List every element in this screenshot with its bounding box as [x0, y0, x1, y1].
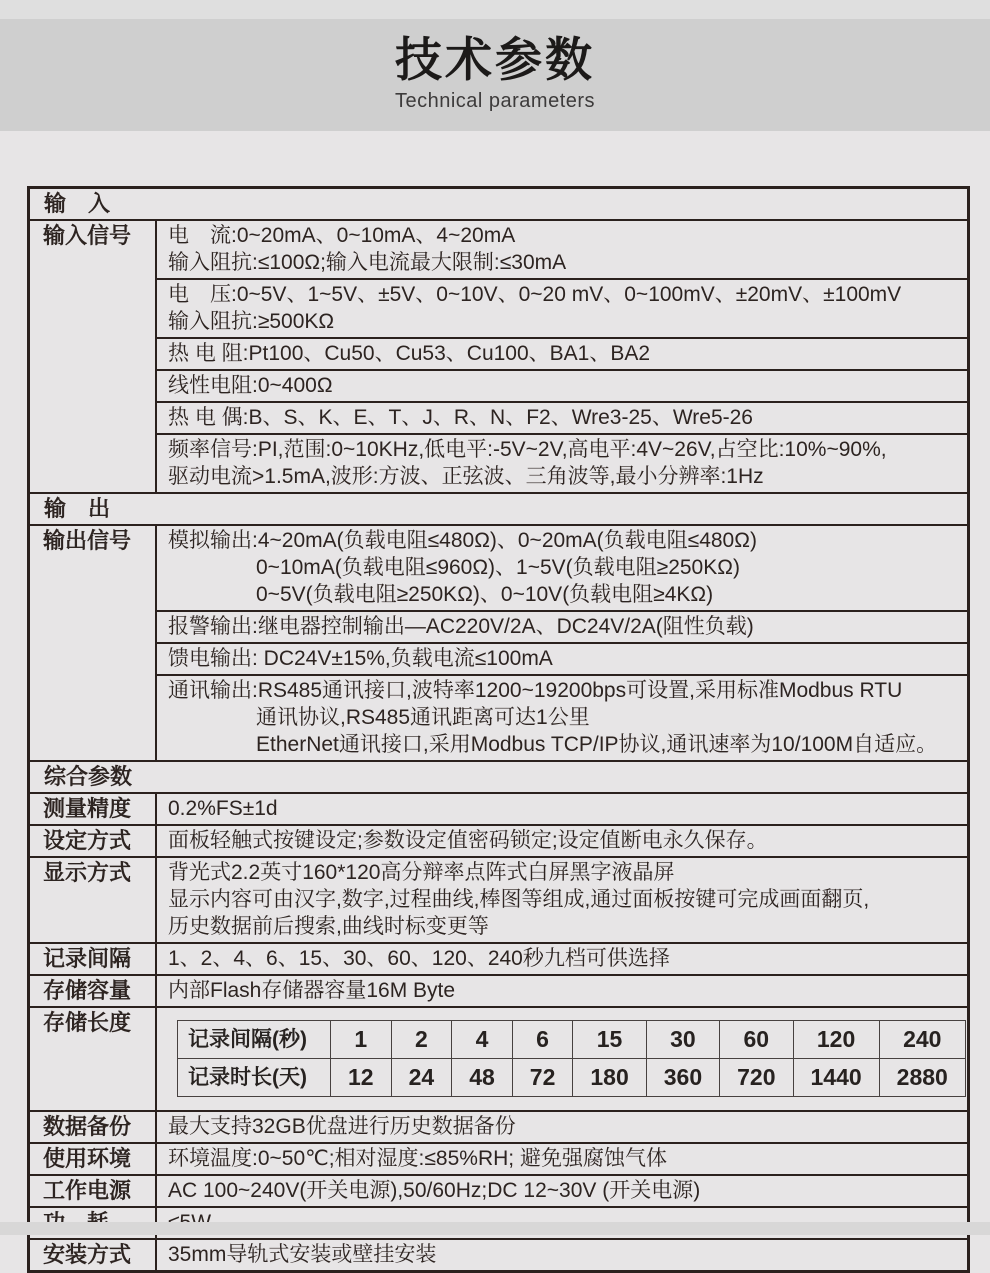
param-row — [30, 792, 967, 824]
param-content — [157, 221, 967, 492]
spec-cell — [157, 610, 967, 642]
spec-line: 面板轻触式按键设定;参数设定值密码锁定;设定值断电永久保存。 — [168, 829, 768, 852]
tech-params-table — [27, 186, 970, 1273]
storage-length-value-cell: 360 — [646, 1059, 719, 1097]
storage-length-value-cell: 15 — [573, 1021, 646, 1059]
param-row — [30, 1142, 967, 1174]
spec-line: 馈电输出: DC24V±15%,负载电流≤100mA — [168, 647, 553, 670]
spec-cell — [157, 337, 967, 369]
param-label: 使用环境 — [30, 1144, 157, 1174]
spec-line: 频率信号:PI,范围:0~10KHz,低电平:-5V~2V,高电平:4V~26V,占空比:10%~90%, — [168, 438, 887, 461]
spec-line: 通讯输出:RS485通讯接口,波特率1200~19200bps可设置,采用标准Modbus RTU — [168, 679, 903, 702]
spec-cell — [157, 674, 967, 760]
param-content — [157, 1008, 967, 1110]
storage-length-value-cell: 1440 — [793, 1059, 879, 1097]
param-row — [30, 1238, 967, 1270]
param-label: 显示方式 — [30, 858, 157, 942]
storage-length-row — [178, 1059, 966, 1097]
spec-line: EtherNet通讯接口,采用Modbus TCP/IP协议,通讯速率为10/100M自适应。 — [256, 733, 938, 756]
param-row — [30, 1006, 967, 1110]
page-header — [0, 30, 990, 113]
spec-line: 通讯协议,RS485通讯距离可达1公里 — [256, 706, 590, 729]
param-content — [157, 1112, 967, 1142]
spec-cell — [157, 221, 967, 278]
spec-line: 1、2、4、6、15、30、60、120、240秒九档可供选择 — [168, 947, 670, 970]
spec-line: 0.2%FS±1d — [168, 797, 278, 820]
spec-cell — [157, 433, 967, 492]
spec-line: 热 电 偶:B、S、K、E、T、J、R、N、F2、Wre3-25、Wre5-26 — [168, 406, 753, 429]
storage-length-value-cell: 30 — [646, 1021, 719, 1059]
param-content — [157, 858, 967, 942]
param-content — [157, 1176, 967, 1206]
param-row — [30, 524, 967, 760]
storage-length-value-cell: 72 — [512, 1059, 573, 1097]
spec-cell — [157, 278, 967, 337]
spec-line: 模拟输出:4~20mA(负载电阻≤480Ω)、0~20mA(负载电阻≤480Ω) — [168, 529, 757, 552]
top-strip — [0, 0, 990, 19]
param-label: 工作电源 — [30, 1176, 157, 1206]
storage-length-value-cell: 12 — [331, 1059, 392, 1097]
storage-length-value-cell: 60 — [720, 1021, 793, 1059]
spec-cell — [157, 976, 967, 1006]
spec-cell — [157, 1112, 967, 1142]
spec-cell — [157, 858, 967, 942]
spec-line: AC 100~240V(开关电源),50/60Hz;DC 12~30V (开关电源) — [168, 1179, 701, 1202]
spec-cell — [157, 526, 967, 610]
spec-line: 显示内容可由汉字,数字,过程曲线,棒图等组成,通过面板按键可完成画面翻页, — [168, 888, 870, 911]
param-content — [157, 944, 967, 974]
param-label: 输入信号 — [30, 221, 157, 492]
spec-cell — [157, 369, 967, 401]
param-label: 记录间隔 — [30, 944, 157, 974]
storage-length-row-header: 记录间隔(秒) — [178, 1021, 331, 1059]
spec-line: 环境温度:0~50℃;相对湿度:≤85%RH; 避免强腐蚀气体 — [168, 1147, 667, 1170]
storage-length-value-cell: 120 — [793, 1021, 879, 1059]
storage-length-value-cell: 24 — [391, 1059, 452, 1097]
storage-length-value-cell: 4 — [452, 1021, 513, 1059]
page-subtitle: Technical parameters — [394, 90, 596, 112]
storage-length-value-cell: 1 — [331, 1021, 392, 1059]
param-label: 设定方式 — [30, 826, 157, 856]
param-row — [30, 219, 967, 492]
param-content — [157, 826, 967, 856]
page-title: 技术参数 — [395, 33, 595, 86]
param-row — [30, 1110, 967, 1142]
storage-length-value-cell: 2880 — [879, 1059, 965, 1097]
spec-line: 35mm导轨式安装或壁挂安装 — [168, 1243, 437, 1266]
storage-length-table — [177, 1020, 966, 1097]
spec-line: 报警输出:继电器控制输出—AC220V/2A、DC24V/2A(阻性负载) — [168, 615, 754, 638]
spec-line: 历史数据前后搜索,曲线时标变更等 — [168, 915, 489, 938]
spec-line: 输入阻抗:≤100Ω;输入电流最大限制:≤30mA — [168, 251, 567, 274]
param-content — [157, 1144, 967, 1174]
section-row: 综合参数 — [30, 760, 967, 792]
storage-length-value-cell: 720 — [720, 1059, 793, 1097]
section-row: 输 入 — [44, 191, 111, 216]
spec-line: 热 电 阻:Pt100、Cu50、Cu53、Cu100、BA1、BA2 — [168, 342, 651, 365]
spec-cell — [157, 1144, 967, 1174]
spec-cell — [157, 642, 967, 674]
spec-line: 电 压:0~5V、1~5V、±5V、0~10V、0~20 mV、0~100mV、±20mV、±100mV — [168, 283, 902, 306]
param-label: 输出信号 — [30, 526, 157, 760]
spec-line: 0~10mA(负载电阻≤960Ω)、1~5V(负载电阻≥250KΩ) — [256, 556, 740, 579]
storage-length-value-cell: 2 — [391, 1021, 452, 1059]
param-row — [30, 856, 967, 942]
spec-line: 最大支持32GB优盘进行历史数据备份 — [168, 1115, 516, 1138]
storage-length-value-cell: 180 — [573, 1059, 646, 1097]
section-row: 输 出 — [30, 492, 967, 524]
spec-line: 输入阻抗:≥500KΩ — [168, 310, 335, 333]
param-content — [157, 1240, 967, 1270]
storage-length-table-wrap — [157, 1008, 967, 1110]
spec-cell — [157, 826, 967, 856]
param-row — [30, 1174, 967, 1206]
param-content — [157, 976, 967, 1006]
spec-cell — [157, 1176, 967, 1206]
param-label: 安装方式 — [30, 1240, 157, 1270]
param-row — [30, 824, 967, 856]
spec-cell — [157, 1240, 967, 1270]
spec-line: 内部Flash存储器容量16M Byte — [168, 979, 456, 1002]
spec-cell — [157, 944, 967, 974]
spec-cell — [157, 401, 967, 433]
param-label: 测量精度 — [30, 794, 157, 824]
spec-line: 电 流:0~20mA、0~10mA、4~20mA — [168, 224, 516, 247]
spec-line: 线性电阻:0~400Ω — [168, 374, 333, 397]
spec-line: 驱动电流>1.5mA,波形:方波、正弦波、三角波等,最小分辨率:1Hz — [168, 465, 764, 488]
bottom-strip — [0, 1222, 990, 1235]
storage-length-row-header: 记录时长(天) — [178, 1059, 331, 1097]
storage-length-row — [178, 1021, 966, 1059]
storage-length-value-cell: 6 — [512, 1021, 573, 1059]
spec-line: 0~5V(负载电阻≥250KΩ)、0~10V(负载电阻≥4KΩ) — [256, 583, 714, 606]
storage-length-value-cell: 48 — [452, 1059, 513, 1097]
param-label: 存储长度 — [30, 1008, 157, 1110]
param-row — [30, 942, 967, 974]
param-label: 数据备份 — [30, 1112, 157, 1142]
storage-length-value-cell: 240 — [879, 1021, 965, 1059]
spec-cell — [157, 794, 967, 824]
param-content — [157, 794, 967, 824]
spec-line: 背光式2.2英寸160*120高分辩率点阵式白屏黑字液晶屏 — [168, 861, 675, 884]
param-label: 存储容量 — [30, 976, 157, 1006]
param-content — [157, 526, 967, 760]
param-row — [30, 974, 967, 1006]
